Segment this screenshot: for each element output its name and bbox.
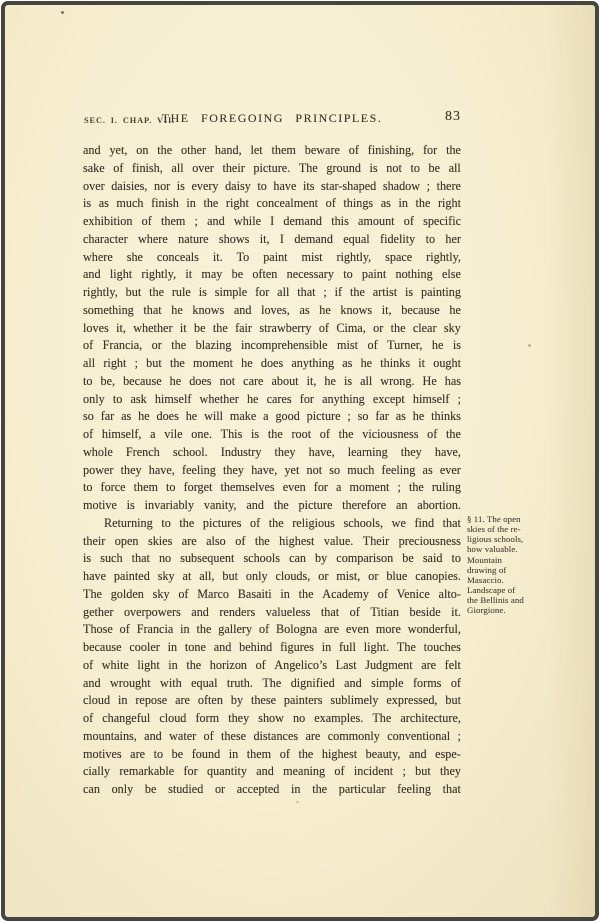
text-line: character where nature shows it, I demand equal fidelity to her [83,231,461,246]
sidenote-line: ligious schools, [467,534,524,545]
sidenote-line: § 11. The open [467,514,521,524]
text-line: gether overpowers and renders valueless that of Titian beside it. [83,604,461,619]
text-line: of Francia, or the blazing incomprehensible mist of Turner, he is [83,338,461,353]
text-line: loves it, whether it be the fair strawberry of Cima, or the clear sky [83,320,461,335]
text-line: of white light in the horizon of Angelico’s Last Judgment are felt [83,657,461,672]
text-line: rightly, but the rule is simple for all that ; if the artist is painting [83,285,461,299]
running-title: THE FOREGOING PRINCIPLES. [161,111,383,125]
sidenote-line: Masaccio. [467,574,504,585]
sidenote-line: Landscape of [467,585,516,596]
sidenote-line: skies of the re- [467,524,521,535]
text-line: of changeful cloud form they show no examples. The architecture, [83,711,461,725]
text-line: sake of finish, all over their picture. The ground is not to be all [83,160,461,175]
body-text [83,142,461,799]
text-line: is as much finish in the right concealment of things as in the right [83,196,461,211]
text-line: motive is invariably vanity, and the picture therefore an abortion. [83,498,461,512]
section-chapter-label: SEC. I. CHAP. VII. [84,116,176,125]
text-line: where she conceals it. To paint mist rightly, space rightly, [83,249,461,264]
sidenote-line: how valuable. [467,544,518,555]
text-line: cially remarkable for quantity and meaning of incident ; but they [83,764,461,779]
text-line: cloud in repose are often by these painters sublimely expressed, but [83,693,461,708]
paragraph-continuation [83,142,461,515]
paragraph-religious-schools [83,515,461,799]
marginal-note [467,514,557,616]
text-line: their open skies are also of the highest value. Their preciousness [83,533,461,548]
text-line: whole French school. Industry they have, learning they have, [83,444,461,459]
text-line: have painted sky at all, but only clouds, or mist, or blue canopies. [83,569,461,583]
page-header [83,110,461,128]
text-line: and yet, on the other hand, let them beware of finishing, for the [83,143,461,157]
sidenote-line: drawing of [467,564,507,575]
text-line: Returning to the pictures of the religious schools, we find that [104,515,461,530]
text-line: and wrought with equal truth. The dignified and simple forms of [83,675,461,690]
text-line: and light rightly, it may be often necessary to paint nothing else [83,267,461,282]
scan-speck [528,344,531,347]
text-line: because cooler in tone and behind figures in full light. The touches [83,640,461,654]
text-line: to be, because he does not care about it, he is all wrong. He has [83,373,461,388]
sidenote-line: Mountain [467,554,503,565]
text-line: so far as he does he will make a good picture ; so far as he thinks [83,409,461,424]
text-line: of himself, a vile one. This is the root of the viciousness of the [83,427,461,441]
scan-speck [296,801,299,803]
text-line: motives are to be found in them of the highest beauty, and espe- [83,746,461,761]
text-line: to force them to forget themselves even for a moment ; the ruling [83,480,461,495]
text-line: The golden sky of Marco Basaiti in the Academy of Venice alto- [83,586,461,601]
text-line: something that he knows and loves, as he knows it, because he [83,302,461,317]
page-paper [1,1,599,921]
text-line: only to ask himself whether he cares for anything except himself ; [83,391,461,406]
page-number: 83 [445,109,461,124]
text-line: all right ; but the moment he does anything as he thinks it ought [83,356,461,370]
scan-speck [61,11,64,14]
sidenote-line: Giorgione. [467,605,506,616]
text-line: Those of Francia in the gallery of Bologna are even more wonderful, [83,622,461,637]
text-line: exhibition of them ; and while I demand this amount of specific [83,214,461,228]
text-line: is such that no subsequent schools can by comparison be said to [83,551,461,566]
text-line: over daisies, nor is every daisy to have its star-shaped shadow ; there [83,178,461,193]
sidenote-line: the Bellinis and [467,595,524,606]
text-line: power they have, feeling they have, yet not so much feeling as ever [83,462,461,477]
text-line: can only be studied or accepted in the particular feeling that [83,782,461,796]
text-line: mountains, and water of these distances are commonly conventional ; [83,728,461,743]
